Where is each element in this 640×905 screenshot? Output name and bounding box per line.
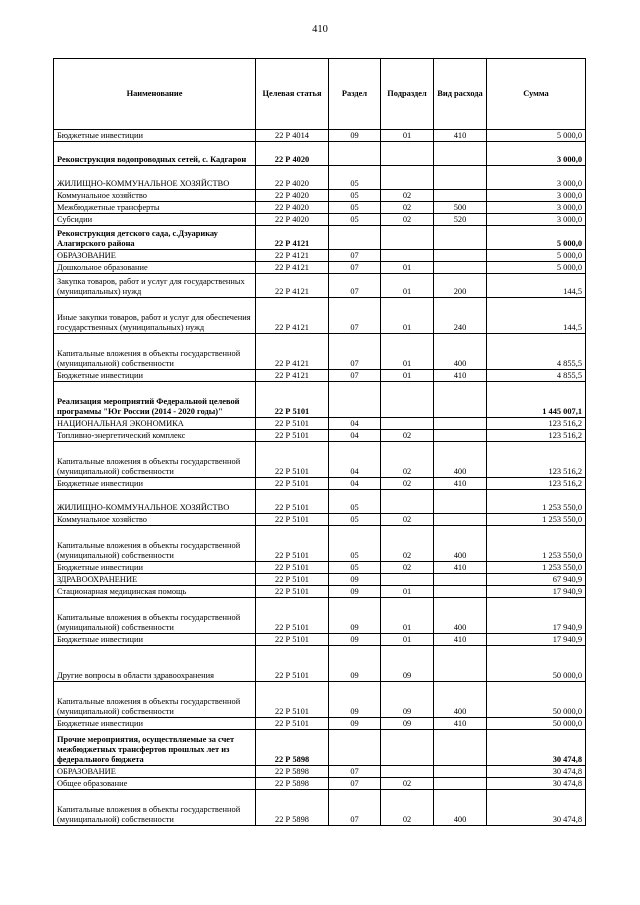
cell-subsection: 01 [381, 262, 434, 274]
table-row [54, 142, 586, 166]
cell-subsection: 02 [381, 514, 434, 526]
cell-subsection: 01 [381, 274, 434, 298]
cell-subsection [381, 166, 434, 190]
cell-target: 22 Р 4121 [256, 274, 329, 298]
cell-target: 22 Р 4121 [256, 334, 329, 370]
cell-name: ЖИЛИЩНО-КОММУНАЛЬНОЕ ХОЗЯЙСТВО [54, 166, 256, 190]
cell-section: 07 [329, 274, 381, 298]
table-row [54, 226, 586, 250]
cell-name: Бюджетные инвестиции [54, 370, 256, 382]
cell-subsection: 02 [381, 442, 434, 478]
cell-expense-type: 240 [434, 298, 487, 334]
cell-target: 22 Р 5101 [256, 490, 329, 514]
cell-amount: 50 000,0 [487, 718, 586, 730]
table-row [54, 634, 586, 646]
header-amount: Сумма [487, 59, 586, 130]
cell-section: 09 [329, 646, 381, 682]
cell-name: ЖИЛИЩНО-КОММУНАЛЬНОЕ ХОЗЯЙСТВО [54, 490, 256, 514]
cell-subsection: 01 [381, 130, 434, 142]
cell-expense-type: 410 [434, 634, 487, 646]
cell-name: Субсидии [54, 214, 256, 226]
cell-section: 09 [329, 586, 381, 598]
cell-subsection: 01 [381, 598, 434, 634]
cell-section: 05 [329, 514, 381, 526]
cell-subsection: 01 [381, 370, 434, 382]
cell-amount: 17 940,9 [487, 634, 586, 646]
cell-subsection [381, 226, 434, 250]
cell-expense-type: 410 [434, 718, 487, 730]
cell-name: Другие вопросы в области здравоохранения [54, 646, 256, 682]
cell-section: 05 [329, 562, 381, 574]
table-row [54, 382, 586, 418]
cell-expense-type: 410 [434, 130, 487, 142]
cell-name: Капитальные вложения в объекты государственной (муниципальной) собственности [54, 682, 256, 718]
cell-name: Коммунальное хозяйство [54, 514, 256, 526]
cell-name: Капитальные вложения в объекты государственной (муниципальной) собственности [54, 790, 256, 826]
cell-section: 05 [329, 526, 381, 562]
cell-expense-type [434, 166, 487, 190]
cell-amount: 17 940,9 [487, 598, 586, 634]
cell-section: 09 [329, 682, 381, 718]
cell-expense-type [434, 778, 487, 790]
cell-name: Общее образование [54, 778, 256, 790]
cell-target: 22 Р 5101 [256, 442, 329, 478]
cell-target: 22 Р 4121 [256, 226, 329, 250]
cell-section: 07 [329, 334, 381, 370]
table-row [54, 274, 586, 298]
cell-expense-type: 410 [434, 370, 487, 382]
cell-target: 22 Р 5101 [256, 718, 329, 730]
cell-subsection: 01 [381, 298, 434, 334]
cell-target: 22 Р 5101 [256, 682, 329, 718]
header-target: Целевая статья [256, 59, 329, 130]
header-section: Раздел [329, 59, 381, 130]
cell-section: 09 [329, 634, 381, 646]
table-row [54, 334, 586, 370]
cell-amount: 3 000,0 [487, 202, 586, 214]
cell-section [329, 382, 381, 418]
budget-table [53, 58, 586, 826]
cell-subsection: 02 [381, 778, 434, 790]
cell-amount: 123 516,2 [487, 430, 586, 442]
cell-amount: 123 516,2 [487, 478, 586, 490]
cell-subsection: 02 [381, 478, 434, 490]
cell-section: 04 [329, 442, 381, 478]
header-subsection: Подраздел [381, 59, 434, 130]
cell-name: Коммунальное хозяйство [54, 190, 256, 202]
cell-expense-type [434, 586, 487, 598]
cell-section: 09 [329, 598, 381, 634]
cell-subsection [381, 766, 434, 778]
cell-subsection [381, 490, 434, 514]
header-name: Наименование [54, 59, 256, 130]
cell-amount: 3 000,0 [487, 142, 586, 166]
table-row [54, 514, 586, 526]
cell-name: Стационарная медицинская помощь [54, 586, 256, 598]
cell-amount: 1 253 550,0 [487, 490, 586, 514]
cell-amount: 5 000,0 [487, 250, 586, 262]
cell-amount: 144,5 [487, 274, 586, 298]
cell-name: Бюджетные инвестиции [54, 130, 256, 142]
cell-amount: 3 000,0 [487, 190, 586, 202]
cell-expense-type: 400 [434, 526, 487, 562]
table-row [54, 130, 586, 142]
cell-amount: 1 253 550,0 [487, 526, 586, 562]
cell-subsection: 02 [381, 430, 434, 442]
cell-amount: 1 445 007,1 [487, 382, 586, 418]
cell-amount: 5 000,0 [487, 226, 586, 250]
cell-expense-type [434, 490, 487, 514]
table-row [54, 778, 586, 790]
cell-name: Капитальные вложения в объекты государственной (муниципальной) собственности [54, 598, 256, 634]
cell-name: Бюджетные инвестиции [54, 634, 256, 646]
cell-section: 07 [329, 778, 381, 790]
cell-amount: 30 474,8 [487, 790, 586, 826]
cell-subsection: 09 [381, 682, 434, 718]
cell-target: 22 Р 5101 [256, 634, 329, 646]
cell-subsection: 01 [381, 334, 434, 370]
cell-expense-type [434, 262, 487, 274]
cell-target: 22 Р 5898 [256, 766, 329, 778]
table-row [54, 790, 586, 826]
cell-name: Закупка товаров, работ и услуг для государственных (муниципальных) нужд [54, 274, 256, 298]
header-expense-type: Вид расхода [434, 59, 487, 130]
cell-subsection [381, 574, 434, 586]
table-row [54, 190, 586, 202]
cell-expense-type [434, 418, 487, 430]
table-row [54, 766, 586, 778]
cell-amount: 5 000,0 [487, 262, 586, 274]
cell-target: 22 Р 4121 [256, 298, 329, 334]
cell-name: Прочие мероприятия, осуществляемые за счет межбюджетных трансфертов прошлых лет из федерального бюджета [54, 730, 256, 766]
cell-section: 07 [329, 370, 381, 382]
cell-amount: 50 000,0 [487, 682, 586, 718]
cell-target: 22 Р 5101 [256, 514, 329, 526]
cell-subsection: 02 [381, 190, 434, 202]
cell-target: 22 Р 5898 [256, 790, 329, 826]
cell-expense-type: 500 [434, 202, 487, 214]
cell-section: 09 [329, 130, 381, 142]
table-row [54, 370, 586, 382]
cell-name: Реконструкция водопроводных сетей, с. Кадгарон [54, 142, 256, 166]
table-header [54, 59, 586, 130]
cell-subsection [381, 142, 434, 166]
cell-target: 22 Р 5101 [256, 478, 329, 490]
cell-expense-type [434, 766, 487, 778]
cell-expense-type: 200 [434, 274, 487, 298]
cell-section [329, 226, 381, 250]
cell-amount: 5 000,0 [487, 130, 586, 142]
cell-expense-type: 400 [434, 790, 487, 826]
cell-subsection: 01 [381, 586, 434, 598]
table-row [54, 586, 586, 598]
cell-target: 22 Р 5898 [256, 778, 329, 790]
cell-section: 04 [329, 478, 381, 490]
cell-section: 07 [329, 250, 381, 262]
cell-name: ЗДРАВООХРАНЕНИЕ [54, 574, 256, 586]
cell-target: 22 Р 4020 [256, 166, 329, 190]
cell-expense-type: 410 [434, 478, 487, 490]
cell-target: 22 Р 5101 [256, 526, 329, 562]
cell-section [329, 142, 381, 166]
cell-target: 22 Р 5101 [256, 430, 329, 442]
cell-section: 05 [329, 490, 381, 514]
cell-target: 22 Р 5101 [256, 586, 329, 598]
cell-name: Реконструкция детского сада, с.Дзуарикау Алагирского района [54, 226, 256, 250]
cell-amount: 4 855,5 [487, 334, 586, 370]
cell-section [329, 730, 381, 766]
cell-name: Топливно-энергетический комплекс [54, 430, 256, 442]
table-row [54, 262, 586, 274]
cell-amount: 30 474,8 [487, 766, 586, 778]
cell-target: 22 Р 5898 [256, 730, 329, 766]
cell-expense-type: 400 [434, 442, 487, 478]
cell-section: 05 [329, 166, 381, 190]
cell-subsection [381, 418, 434, 430]
cell-expense-type: 400 [434, 334, 487, 370]
cell-expense-type [434, 646, 487, 682]
cell-target: 22 Р 5101 [256, 574, 329, 586]
cell-target: 22 Р 4020 [256, 214, 329, 226]
cell-target: 22 Р 5101 [256, 646, 329, 682]
cell-name: Дошкольное образование [54, 262, 256, 274]
cell-name: Иные закупки товаров, работ и услуг для обеспечения государственных (муниципальных) нужд [54, 298, 256, 334]
cell-expense-type: 400 [434, 598, 487, 634]
cell-target: 22 Р 5101 [256, 598, 329, 634]
cell-expense-type: 520 [434, 214, 487, 226]
table-row [54, 298, 586, 334]
cell-name: ОБРАЗОВАНИЕ [54, 250, 256, 262]
cell-expense-type [434, 250, 487, 262]
cell-subsection [381, 382, 434, 418]
cell-amount: 144,5 [487, 298, 586, 334]
table-row [54, 430, 586, 442]
table-body [54, 130, 586, 826]
cell-amount: 3 000,0 [487, 214, 586, 226]
cell-target: 22 Р 4121 [256, 250, 329, 262]
cell-target: 22 Р 4020 [256, 202, 329, 214]
cell-target: 22 Р 4121 [256, 262, 329, 274]
table-row [54, 646, 586, 682]
cell-amount: 123 516,2 [487, 418, 586, 430]
cell-name: Капитальные вложения в объекты государственной (муниципальной) собственности [54, 526, 256, 562]
table-row [54, 730, 586, 766]
cell-section: 07 [329, 298, 381, 334]
cell-amount: 30 474,8 [487, 778, 586, 790]
cell-name: Реализация мероприятий Федеральной целевой программы "Юг России (2014 - 2020 годы)" [54, 382, 256, 418]
table-row [54, 526, 586, 562]
cell-expense-type: 400 [434, 682, 487, 718]
cell-target: 22 Р 5101 [256, 562, 329, 574]
table-row [54, 562, 586, 574]
cell-target: 22 Р 4020 [256, 142, 329, 166]
cell-target: 22 Р 5101 [256, 418, 329, 430]
cell-expense-type [434, 514, 487, 526]
cell-target: 22 Р 4014 [256, 130, 329, 142]
cell-section: 04 [329, 430, 381, 442]
cell-expense-type [434, 574, 487, 586]
table-row [54, 478, 586, 490]
table-row [54, 598, 586, 634]
cell-amount: 67 940,9 [487, 574, 586, 586]
cell-amount: 30 474,8 [487, 730, 586, 766]
table-row [54, 490, 586, 514]
cell-section: 04 [329, 418, 381, 430]
cell-amount: 1 253 550,0 [487, 562, 586, 574]
cell-section: 09 [329, 574, 381, 586]
cell-expense-type [434, 190, 487, 202]
cell-amount: 50 000,0 [487, 646, 586, 682]
cell-expense-type [434, 382, 487, 418]
table-row [54, 202, 586, 214]
table-row [54, 574, 586, 586]
cell-subsection [381, 250, 434, 262]
cell-subsection [381, 730, 434, 766]
table-row [54, 442, 586, 478]
cell-amount: 1 253 550,0 [487, 514, 586, 526]
table-row [54, 718, 586, 730]
cell-name: ОБРАЗОВАНИЕ [54, 766, 256, 778]
table-row [54, 250, 586, 262]
cell-name: Бюджетные инвестиции [54, 478, 256, 490]
cell-expense-type [434, 730, 487, 766]
page-number: 410 [312, 24, 328, 35]
cell-amount: 17 940,9 [487, 586, 586, 598]
cell-subsection: 02 [381, 214, 434, 226]
cell-subsection: 02 [381, 202, 434, 214]
table-row [54, 166, 586, 190]
table-row [54, 214, 586, 226]
cell-subsection: 02 [381, 562, 434, 574]
cell-name: Бюджетные инвестиции [54, 562, 256, 574]
table-row [54, 418, 586, 430]
cell-subsection: 02 [381, 790, 434, 826]
cell-section: 07 [329, 790, 381, 826]
cell-amount: 123 516,2 [487, 442, 586, 478]
cell-target: 22 Р 4121 [256, 370, 329, 382]
cell-section: 05 [329, 190, 381, 202]
cell-section: 07 [329, 766, 381, 778]
cell-section: 07 [329, 262, 381, 274]
cell-amount: 4 855,5 [487, 370, 586, 382]
cell-expense-type: 410 [434, 562, 487, 574]
cell-name: Бюджетные инвестиции [54, 718, 256, 730]
cell-subsection: 09 [381, 718, 434, 730]
cell-name: Межбюджетные трансферты [54, 202, 256, 214]
cell-amount: 3 000,0 [487, 166, 586, 190]
table-row [54, 682, 586, 718]
cell-subsection: 09 [381, 646, 434, 682]
cell-section: 09 [329, 718, 381, 730]
cell-section: 05 [329, 202, 381, 214]
cell-subsection: 02 [381, 526, 434, 562]
cell-section: 05 [329, 214, 381, 226]
cell-name: Капитальные вложения в объекты государственной (муниципальной) собственности [54, 442, 256, 478]
cell-expense-type [434, 226, 487, 250]
cell-target: 22 Р 5101 [256, 382, 329, 418]
cell-name: НАЦИОНАЛЬНАЯ ЭКОНОМИКА [54, 418, 256, 430]
cell-target: 22 Р 4020 [256, 190, 329, 202]
cell-subsection: 01 [381, 634, 434, 646]
cell-expense-type [434, 430, 487, 442]
cell-expense-type [434, 142, 487, 166]
cell-name: Капитальные вложения в объекты государственной (муниципальной) собственности [54, 334, 256, 370]
